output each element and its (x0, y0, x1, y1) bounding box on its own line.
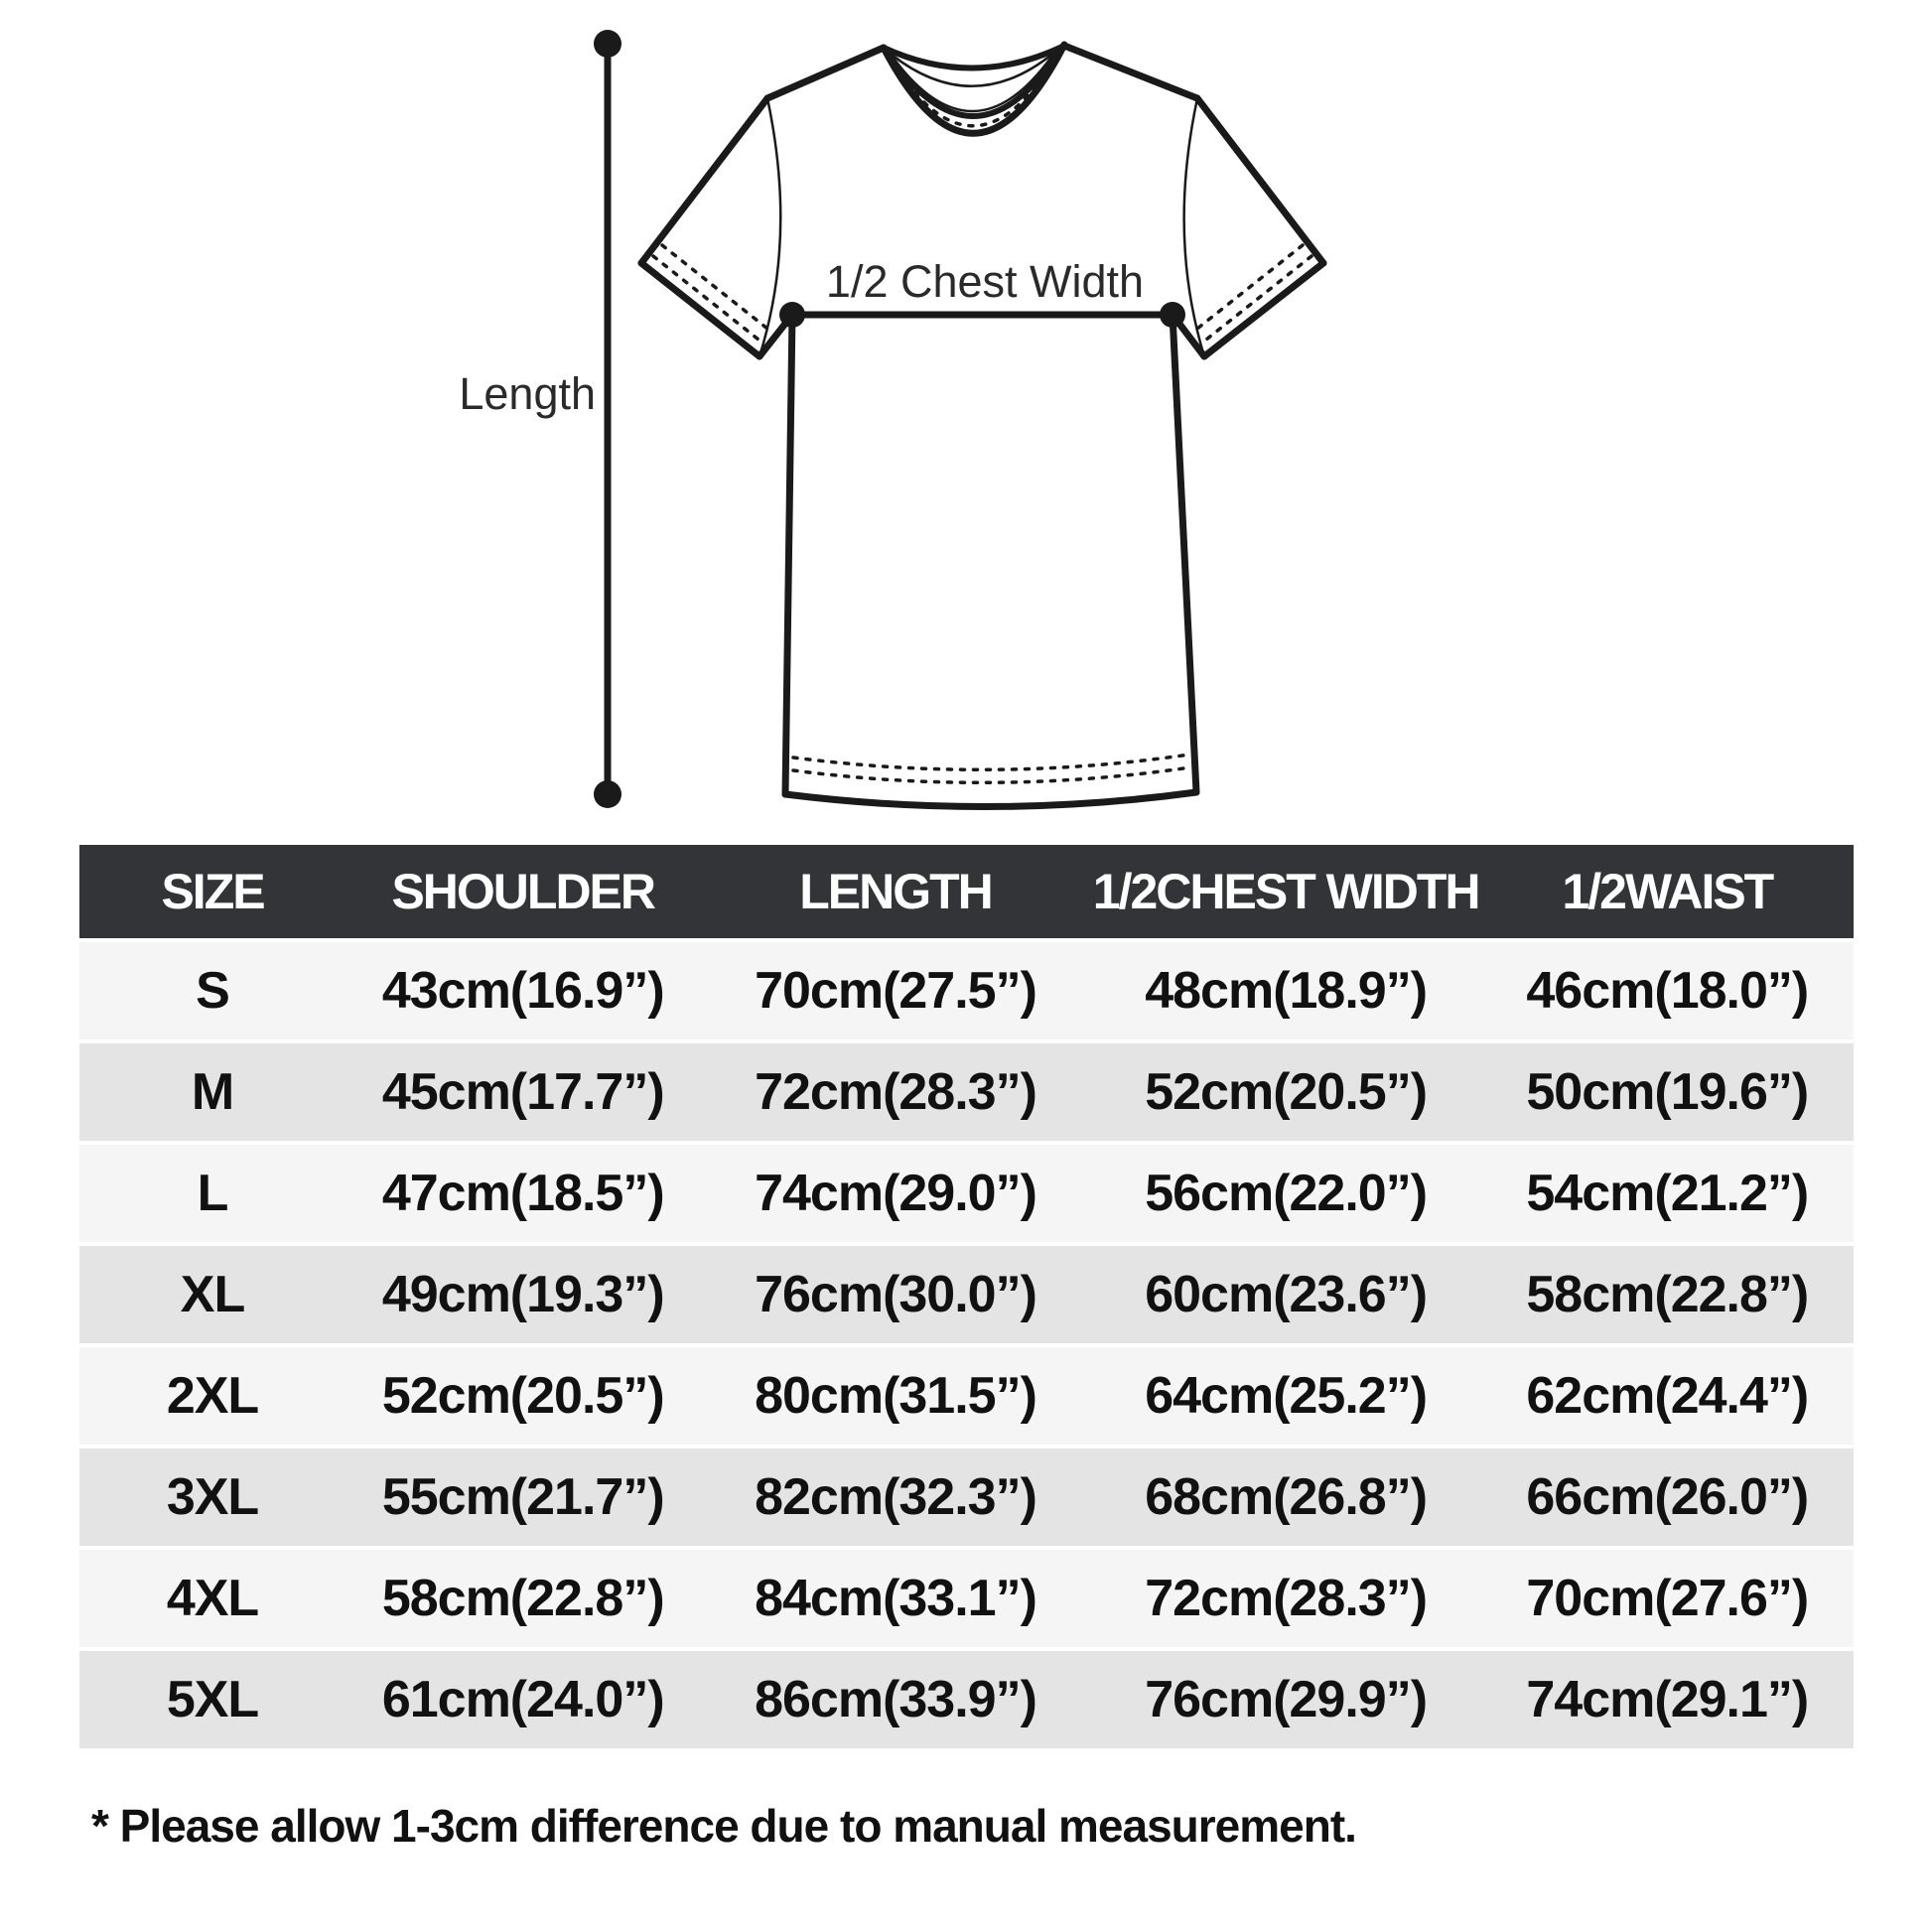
right-sleeve-stitch-dotted (1206, 256, 1311, 340)
size-cell: 4XL (166, 1570, 259, 1627)
table-row-m (79, 1039, 1854, 1141)
table-row-l (79, 1141, 1854, 1242)
table-row-3xl (79, 1445, 1854, 1546)
tshirt-diagram-svg (0, 0, 1932, 844)
left-sleeve-stitch-dotted (653, 256, 759, 340)
length-cell: 70cm(27.5”) (755, 962, 1036, 1020)
length-cell: 84cm(33.1”) (755, 1570, 1036, 1627)
length-measure-line (594, 30, 621, 808)
waist-cell: 74cm(29.1”) (1526, 1671, 1809, 1728)
size-cell: L (197, 1165, 228, 1222)
shoulder-cell: 58cm(22.8”) (381, 1570, 664, 1627)
shoulder-cell: 49cm(19.3”) (381, 1266, 664, 1323)
waist-cell: 46cm(18.0”) (1526, 962, 1809, 1020)
shoulder-cell: 45cm(17.7”) (381, 1063, 664, 1121)
size-cell: 3XL (166, 1468, 259, 1526)
chest-cell: 48cm(18.9”) (1145, 962, 1428, 1020)
waist-cell: 70cm(27.6”) (1526, 1570, 1809, 1627)
shoulder-cell: 52cm(20.5”) (381, 1367, 664, 1425)
table-row-2xl (79, 1343, 1854, 1445)
length-cell: 82cm(32.3”) (755, 1468, 1036, 1526)
size-cell: 2XL (166, 1367, 259, 1425)
table-row-s (79, 938, 1854, 1039)
length-cell: 72cm(28.3”) (755, 1063, 1036, 1121)
right-sleeve (1173, 98, 1323, 356)
left-sleeve (641, 98, 792, 356)
right-sleeve-stitch-dotted (1197, 245, 1303, 329)
shoulder-cell: 43cm(16.9”) (381, 962, 664, 1020)
shoulder-cell: 61cm(24.0”) (381, 1671, 664, 1728)
table-row-5xl (79, 1647, 1854, 1748)
column-header-waist: 1/2WAIST (1562, 864, 1773, 919)
right-armhole-seam (1184, 98, 1204, 356)
torso (785, 315, 1196, 807)
waist-cell: 58cm(22.8”) (1526, 1266, 1809, 1323)
column-header-size: SIZE (161, 864, 264, 919)
length-cell: 74cm(29.0”) (755, 1165, 1036, 1222)
length-cell: 76cm(30.0”) (755, 1266, 1036, 1323)
chest-cell: 76cm(29.9”) (1145, 1671, 1428, 1728)
size-cell: XL (180, 1266, 245, 1323)
column-header-length: LENGTH (799, 864, 992, 919)
table-row-4xl (79, 1546, 1854, 1647)
shoulder-cell: 55cm(21.7”) (381, 1468, 664, 1526)
waist-cell: 54cm(21.2”) (1526, 1165, 1809, 1222)
right-shoulder-line (1064, 46, 1197, 98)
chest-cell: 72cm(28.3”) (1145, 1570, 1428, 1627)
size-table-header-row (79, 845, 1854, 938)
chest-cell: 68cm(26.8”) (1145, 1468, 1428, 1526)
column-header-chest-width: 1/2CHEST WIDTH (1092, 864, 1479, 919)
collar (884, 45, 1064, 133)
chest-cell: 52cm(20.5”) (1145, 1063, 1428, 1121)
waist-cell: 50cm(19.6”) (1526, 1063, 1809, 1121)
length-label: Length (459, 368, 596, 419)
chest-cell: 60cm(23.6”) (1145, 1266, 1428, 1323)
size-cell: S (196, 962, 229, 1020)
tshirt-measurement-diagram (0, 0, 1932, 844)
column-header-shoulder: SHOULDER (391, 864, 655, 919)
table-row-xl (79, 1242, 1854, 1343)
size-cell: 5XL (166, 1671, 259, 1728)
length-cell: 80cm(31.5”) (755, 1367, 1036, 1425)
left-armhole-seam (759, 98, 780, 356)
shoulder-cell: 47cm(18.5”) (381, 1165, 664, 1222)
left-sleeve-stitch-dotted (662, 245, 767, 329)
size-cell: M (191, 1063, 234, 1121)
chest-cell: 64cm(25.2”) (1145, 1367, 1428, 1425)
length-cell: 86cm(33.9”) (755, 1671, 1036, 1728)
waist-cell: 66cm(26.0”) (1526, 1468, 1809, 1526)
size-table (79, 845, 1854, 1748)
hem-stitch-dotted (793, 755, 1189, 769)
left-shoulder-line (767, 48, 884, 98)
chest-cell: 56cm(22.0”) (1145, 1165, 1428, 1222)
waist-cell: 62cm(24.4”) (1526, 1367, 1809, 1425)
measurement-note: * Please allow 1-3cm difference due to manual measurement. (91, 1800, 1356, 1852)
chest-width-label: 1/2 Chest Width (825, 256, 1145, 307)
